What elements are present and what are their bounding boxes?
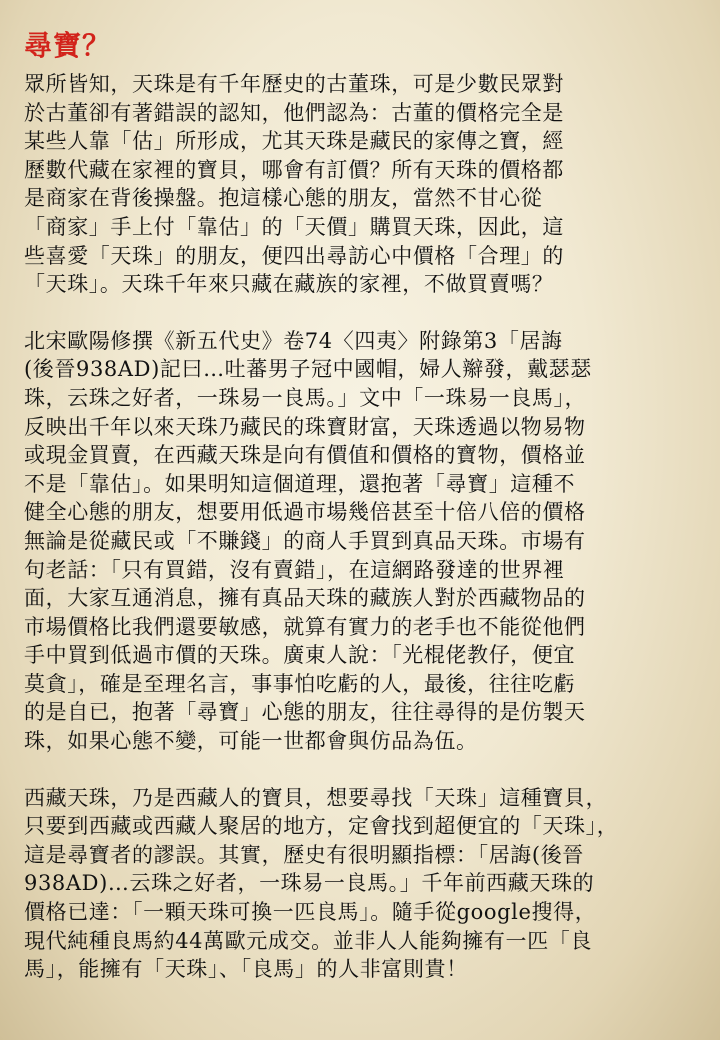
text-line: 「天珠」。天珠千年來只藏在藏族的家裡，不做買賣嗎？ — [24, 272, 554, 297]
paragraph-gap — [24, 756, 704, 784]
paragraph-2 — [24, 327, 704, 756]
text-line: 「商家」手上付「靠估」的「天價」購買天珠，因此，這 — [24, 214, 564, 239]
text-line: 現代純種良馬約44萬歐元成交。並非人人能夠擁有一匹「良 — [24, 928, 592, 953]
text-line: 面，大家互通消息，擁有真品天珠的藏族人對於西藏物品的 — [24, 586, 586, 611]
text-line: 無論是從藏民或「不賺錢」的商人手買到真品天珠。市場有 — [24, 528, 586, 553]
text-line: 的是自已，抱著「尋寶」心態的朋友，往往尋得的是仿製天 — [24, 700, 586, 725]
text-line: 938AD)…云珠之好者，一珠易一良馬。」千年前西藏天珠的 — [24, 871, 595, 896]
text-line: 珠，如果心態不變，可能一世都會與仿品為伍。 — [24, 729, 478, 754]
text-line: 眾所皆知，天珠是有千年歷史的古董珠，可是少數民眾對 — [24, 72, 564, 96]
text-line: 馬」，能擁有「天珠」、「良馬」的人非富則貴！ — [24, 957, 468, 982]
text-line: 不是「靠估」。如果明知這個道理，還抱著「尋寶」這種不 — [24, 471, 576, 496]
text-line: 某些人靠「估」所形成，尤其天珠是藏民的家傳之寶，經 — [24, 129, 564, 154]
text-line: 價格已達：「一顆天珠可換一匹良馬」。隨手從google搜得， — [24, 900, 597, 925]
text-line: 些喜愛「天珠」的朋友，便四出尋訪心中價格「合理」的 — [24, 243, 564, 268]
text-line: 北宋歐陽修撰《新五代史》卷74〈四夷〉附錄第3「居誨 — [24, 328, 563, 353]
text-line: 西藏天珠，乃是西藏人的寶貝，想要尋找「天珠」這種寶貝， — [24, 785, 608, 810]
paragraph-1 — [24, 70, 704, 299]
text-line: 歷數代藏在家裡的寶貝，哪會有訂價？所有天珠的價格都 — [24, 157, 564, 182]
text-line: 反映出千年以來天珠乃藏民的珠寶財富，天珠透過以物易物 — [24, 414, 586, 439]
text-line: 或現金買賣，在西藏天珠是向有價值和價格的寶物，價格並 — [24, 443, 586, 468]
text-line: 珠，云珠之好者，一珠易一良馬。」文中「一珠易一良馬」， — [24, 385, 587, 410]
text-line: 只要到西藏或西藏人聚居的地方，定會找到超便宜的「天珠」， — [24, 814, 619, 839]
text-line: (後晉938AD)記曰…吐蕃男子冠中國帽，婦人辮發，戴瑟瑟 — [24, 357, 592, 382]
text-line: 手中買到低過市價的天珠。廣東人說：「光棍佬教仔，便宜 — [24, 643, 576, 668]
text-line: 是商家在背後操盤。抱這樣心態的朋友，當然不甘心從 — [24, 186, 543, 211]
text-line: 於古董卻有著錯誤的認知，他們認為：古董的價格完全是 — [24, 100, 564, 125]
text-line: 這是尋寶者的謬誤。其實，歷史有很明顯指標：「居誨(後晉 — [24, 842, 584, 867]
text-line: 莫貪」，確是至理名言，事事怕吃虧的人，最後，往往吃虧 — [24, 671, 576, 696]
paragraph-gap — [24, 299, 704, 327]
page-title: 尋寶？ — [24, 29, 112, 62]
text-line: 句老話：「只有買錯，沒有賣錯」，在這網路發達的世界裡 — [24, 557, 565, 582]
article — [24, 28, 704, 984]
text-line: 市場價格比我們還要敏感，就算有實力的老手也不能從他們 — [24, 614, 586, 639]
text-line: 健全心態的朋友，想要用低過市場幾倍甚至十倍八倍的價格 — [24, 500, 586, 525]
paragraph-3 — [24, 784, 704, 984]
article-body — [24, 70, 704, 984]
